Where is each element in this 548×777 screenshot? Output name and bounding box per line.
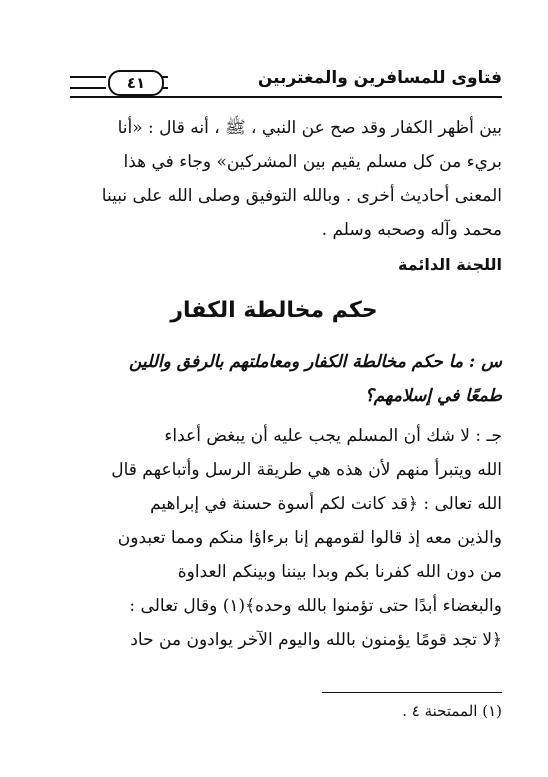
answer-line: الله ويتبرأ منهم لأن هذه هي طريقة الرسل وأتباعهم قال [111,460,502,480]
answer-line: الله تعالى : ﴿قد كانت لكم أسوة حسنة في إبراهيم [150,494,502,514]
answer-block [70,419,502,657]
answer-line: جـ : لا شك أن المسلم يجب عليه أن يبغض أعداء [164,426,502,446]
question-line: س : ما حكم مخالطة الكفار ومعاملتهم بالرفق واللين [129,352,502,372]
question-block [70,345,502,413]
running-header [70,70,502,96]
text-line: بين أظهر الكفار وقد صح عن النبي ، ﷺ ، أنه قال : «أنا [117,118,502,138]
header-ornament-right [162,76,168,89]
header-rule [70,96,502,98]
answer-line: ﴿لا تجد قومًا يؤمنون بالله واليوم الآخر يوادون من حاد [130,630,502,650]
text-line: المعنى أحاديث أخرى . وبالله التوفيق وصلى الله على نبينا [101,186,502,206]
header-ornament-left [70,76,106,89]
answer-line: والذين معه إذ قالوا لقومهم إنا برءاؤا منكم ومما تعبدون [117,528,502,548]
answer-line: والبغضاء أبدًا حتى تؤمنوا بالله وحده﴾(١) وقال تعالى : [129,596,502,616]
text-line: بريء من كل مسلم يقيم بين المشركين» وجاء في هذا [123,152,502,172]
committee-signature: اللجنة الدائمة [397,255,502,274]
text-line: محمد وآله وصحبه وسلم . [321,220,502,240]
answer-line: من دون الله كفرنا بكم وبدا بيننا وبينكم العداوة [177,562,502,582]
book-title: فتاوى للمسافرين والمغتربين [257,68,502,88]
page-number: ٤١ [108,70,164,96]
question-line: طمعًا في إسلامهم؟ [364,386,502,406]
paragraph-conclusion [70,111,502,247]
footnote-divider [322,692,502,693]
footnote: (١) الممتحنة ٤ . [402,702,502,720]
section-heading: حكم مخالطة الكفار [170,298,378,323]
